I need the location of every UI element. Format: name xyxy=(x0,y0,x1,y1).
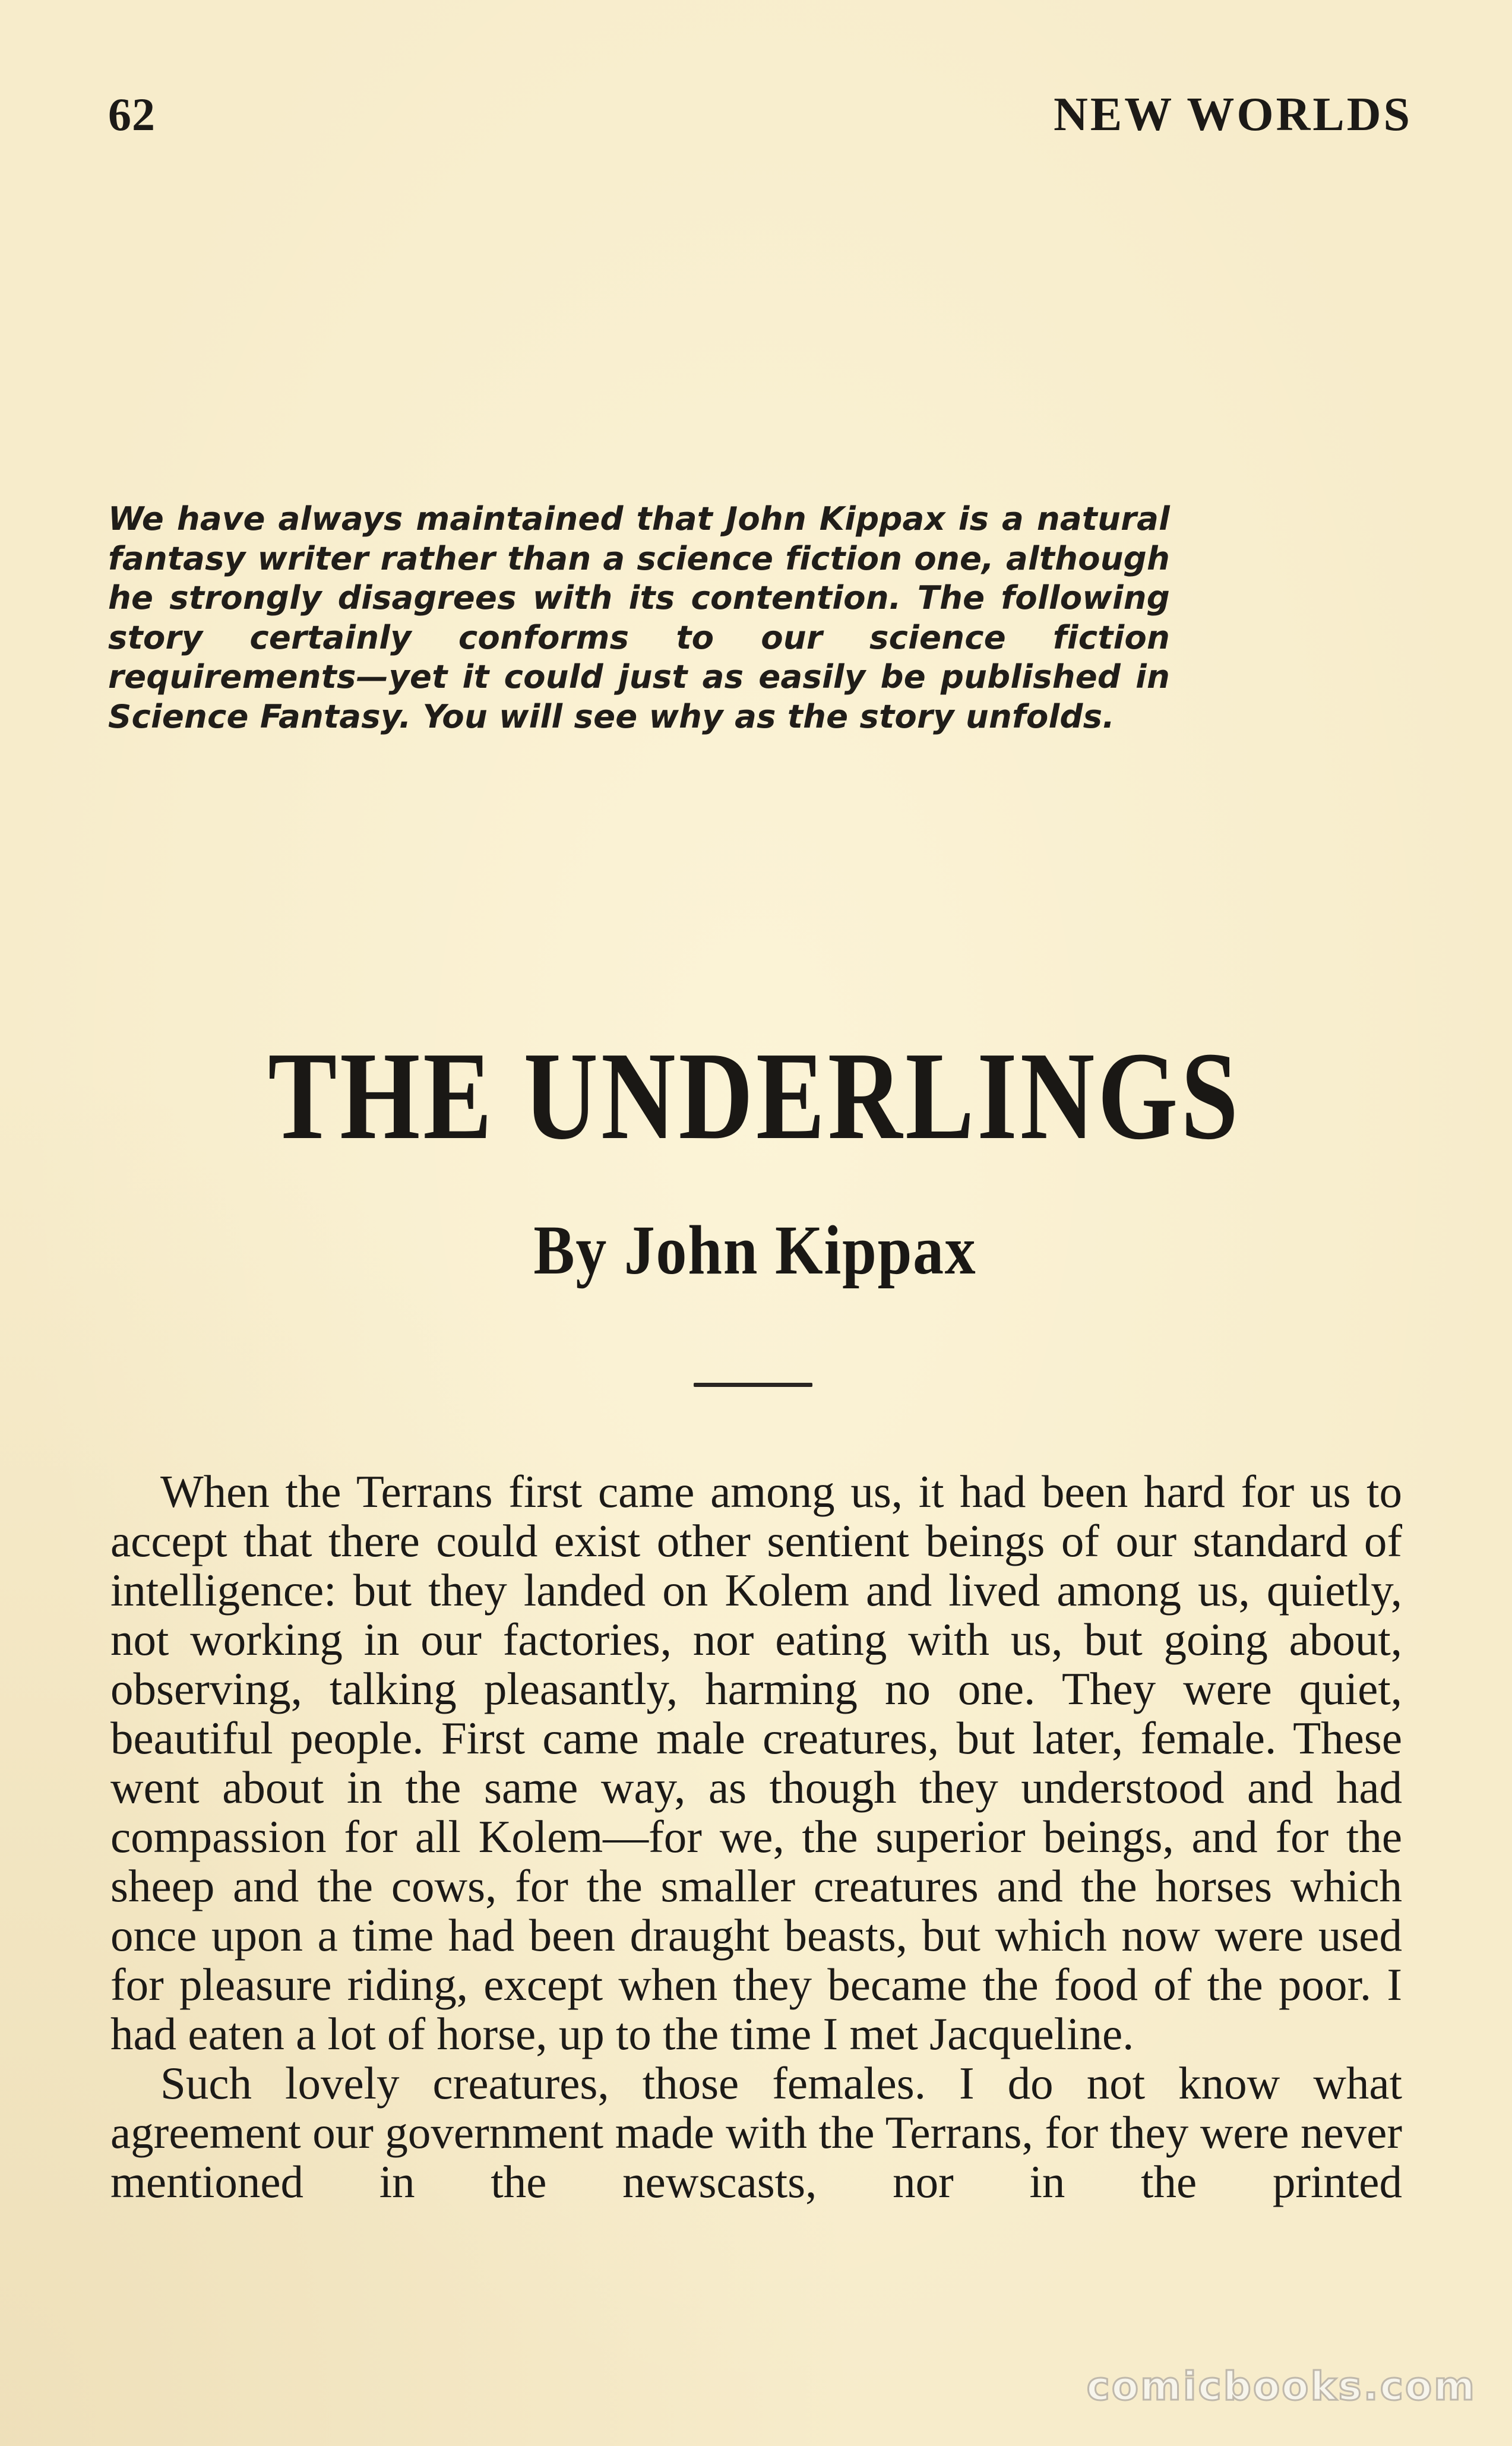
body-paragraph: When the Terrans first came among us, it had been hard for us to accept that there could exist other sentient beings of our standard of intelligence: but they landed on Kolem and lived among us, quietly, not working in our factories, nor eating with us, but going about, observing, talking pleasantly, harming no one. They were quiet, beautiful people. First came male creatures, but later, female. These went about in the same way, as though they understood and had compassion for all Kolem—for we, the superior beings, and for the sheep and the cows, for the smaller creatures and the horses which once upon a time had been draught beasts, but which now were used for pleasure riding, except when they became the food of the poor. I had eaten a lot of horse, up to the time I met Jacqueline. xyxy=(110,1466,1402,2059)
body-paragraph: Such lovely creatures, those females. I do not know what agreement our government made with the Terrans, for they were never mentioned in the newscasts, nor in the printed xyxy=(110,2058,1402,2207)
story-title: THE UNDERLINGS xyxy=(268,1026,1241,1165)
story-body xyxy=(110,1467,1402,2207)
page-number: 62 xyxy=(108,89,156,140)
editorial-intro: We have always maintained that John Kippax is a natural fantasy writer rather than a science fiction one, although he strongly disagrees with its contention. The following story certainly conforms to our science fiction requirements—yet it could just as easily be published in Science Fantasy. You will see why as the story unfolds. xyxy=(108,500,1170,735)
title-divider-rule xyxy=(694,1383,812,1387)
magazine-running-head: NEW WORLDS xyxy=(1054,89,1412,141)
watermark: comicbooks.com xyxy=(1086,2363,1476,2409)
story-byline: By John Kippax xyxy=(533,1211,977,1289)
